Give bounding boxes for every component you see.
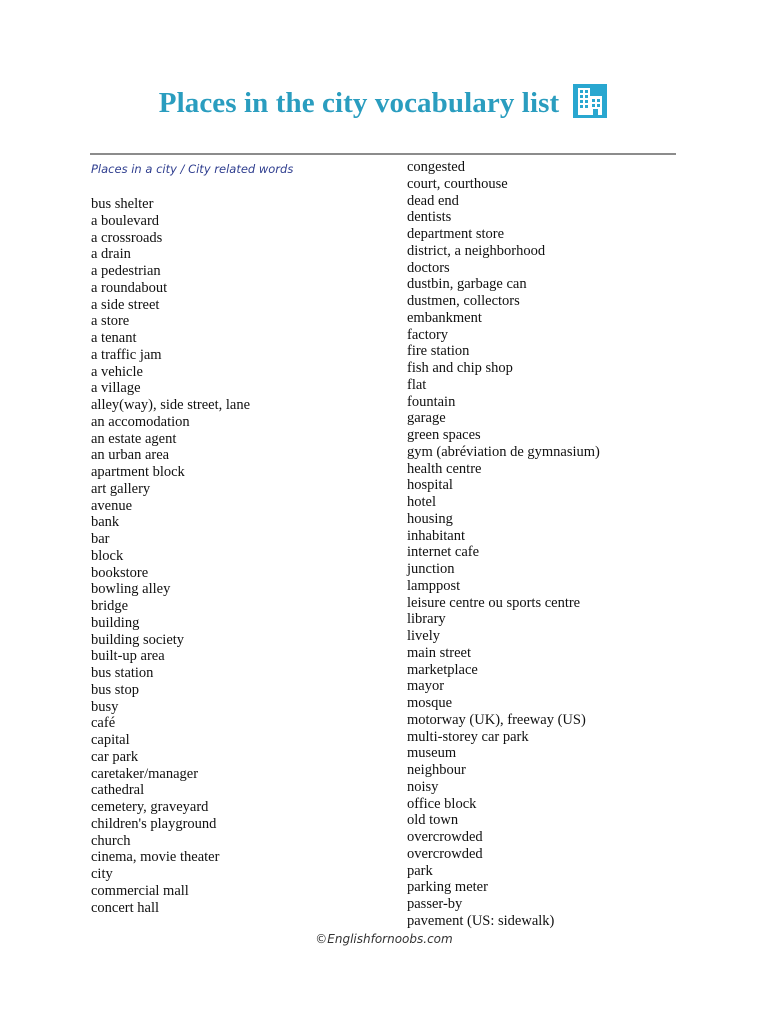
vocabulary-item: a vehicle (91, 363, 143, 380)
vocabulary-item: court, courthouse (407, 175, 508, 192)
vocabulary-item: housing (407, 510, 453, 527)
vocabulary-item: cemetery, graveyard (91, 799, 209, 815)
vocabulary-item: dustbin, garbage can (407, 276, 527, 293)
vocabulary-item: bank (91, 514, 120, 531)
vocabulary-item: department store (407, 226, 505, 242)
vocabulary-item: block (91, 547, 124, 564)
vocabulary-item: dustmen, collectors (407, 293, 520, 309)
vocabulary-item: bus shelter (91, 196, 154, 212)
vocabulary-item: dentists (407, 209, 452, 226)
vocabulary-item: gym (abréviation de gymnasium) (407, 443, 600, 460)
vocabulary-item: lamppost (407, 577, 461, 594)
vocabulary-item: museum (407, 745, 457, 762)
vocabulary-item: a roundabout (91, 279, 168, 296)
vocabulary-item: caretaker/manager (91, 765, 199, 782)
vocabulary-item: garage (407, 410, 446, 427)
vocabulary-item: bridge (91, 598, 129, 614)
vocabulary-item: motorway (UK), freeway (US) (407, 711, 586, 728)
vocabulary-item: overcrowded (407, 845, 483, 862)
vocabulary-item: library (407, 611, 446, 628)
vocabulary-item: cathedral (91, 782, 145, 799)
vocabulary-item: internet cafe (407, 544, 480, 561)
vocabulary-item: a boulevard (91, 212, 160, 229)
vocabulary-item: lively (407, 628, 441, 644)
vocabulary-item: a side street (91, 296, 160, 313)
vocabulary-item: health centre (407, 460, 482, 477)
vocabulary-item: a tenant (91, 330, 137, 346)
footer-copyright: ©Englishfornoobs.com (315, 932, 453, 946)
vocabulary-item: city (91, 866, 113, 882)
vocabulary-item: busy (91, 698, 119, 715)
vocabulary-item: building (91, 614, 140, 631)
header-divider (90, 153, 676, 155)
vocabulary-item: overcrowded (407, 829, 483, 845)
vocabulary-item: neighbour (407, 762, 466, 778)
left-word-column (91, 196, 250, 916)
section-subtitle: Places in a city / City related words (91, 162, 294, 176)
vocabulary-item: factory (407, 326, 449, 343)
vocabulary-item: cinema, movie theater (91, 849, 220, 866)
vocabulary-item: main street (407, 644, 472, 661)
vocabulary-item: bar (91, 531, 110, 547)
vocabulary-item: multi-storey car park (407, 728, 529, 745)
vocabulary-item: car park (91, 748, 139, 765)
vocabulary-item: dead end (407, 192, 459, 209)
page-title: Places in the city vocabulary list (158, 86, 560, 119)
vocabulary-item: capital (91, 732, 130, 748)
vocabulary-item: a pedestrian (91, 263, 161, 279)
vocabulary-item: bus stop (91, 681, 139, 698)
vocabulary-item: built-up area (91, 648, 165, 665)
vocabulary-item: embankment (407, 309, 482, 326)
vocabulary-item: leisure centre ou sports centre (407, 594, 581, 611)
vocabulary-item: flat (407, 376, 427, 393)
vocabulary-item: office block (407, 795, 477, 812)
vocabulary-item: mayor (407, 678, 445, 695)
vocabulary-item: bus station (91, 665, 154, 681)
title-row (0, 84, 768, 122)
vocabulary-item: old town (407, 812, 459, 829)
vocabulary-item: noisy (407, 778, 439, 795)
vocabulary-item: a drain (91, 246, 131, 263)
vocabulary-item: a traffic jam (91, 346, 162, 363)
vocabulary-item: an accomodation (91, 413, 190, 430)
vocabulary-item: bookstore (91, 564, 149, 581)
vocabulary-item: marketplace (407, 661, 478, 678)
vocabulary-item: junction (407, 561, 455, 577)
vocabulary-item: a crossroads (91, 229, 163, 246)
vocabulary-item: children's playground (91, 815, 217, 832)
vocabulary-item: art gallery (91, 480, 151, 497)
vocabulary-item: a store (91, 313, 130, 330)
vocabulary-item: congested (407, 159, 465, 175)
vocabulary-item: apartment block (91, 464, 185, 480)
vocabulary-item: doctors (407, 259, 450, 276)
vocabulary-item: fountain (407, 393, 456, 410)
vocabulary-item: district, a neighborhood (407, 242, 546, 259)
vocabulary-item: hospital (407, 477, 453, 494)
vocabulary-item: green spaces (407, 427, 481, 443)
vocabulary-item: parking meter (407, 879, 488, 896)
right-word-column (407, 159, 600, 930)
vocabulary-item: alley(way), side street, lane (91, 397, 251, 413)
vocabulary-item: an urban area (91, 447, 170, 464)
vocabulary-item: park (407, 862, 433, 879)
vocabulary-item: café (91, 715, 116, 732)
vocabulary-item: church (91, 832, 131, 849)
vocabulary-item: avenue (91, 497, 133, 514)
vocabulary-item: hotel (407, 494, 436, 510)
building-icon (571, 82, 609, 120)
vocabulary-item: fish and chip shop (407, 360, 513, 376)
vocabulary-item: passer-by (407, 896, 463, 912)
vocabulary-item: mosque (407, 695, 453, 711)
vocabulary-item: pavement (US: sidewalk) (407, 912, 555, 929)
vocabulary-item: commercial mall (91, 882, 189, 899)
vocabulary-item: a village (91, 380, 141, 397)
vocabulary-item: inhabitant (407, 527, 465, 544)
vocabulary-item: an estate agent (91, 430, 177, 447)
vocabulary-item: fire station (407, 343, 470, 360)
vocabulary-item: concert hall (91, 899, 160, 916)
vocabulary-item: building society (91, 631, 185, 648)
vocabulary-item: bowling alley (91, 581, 171, 598)
